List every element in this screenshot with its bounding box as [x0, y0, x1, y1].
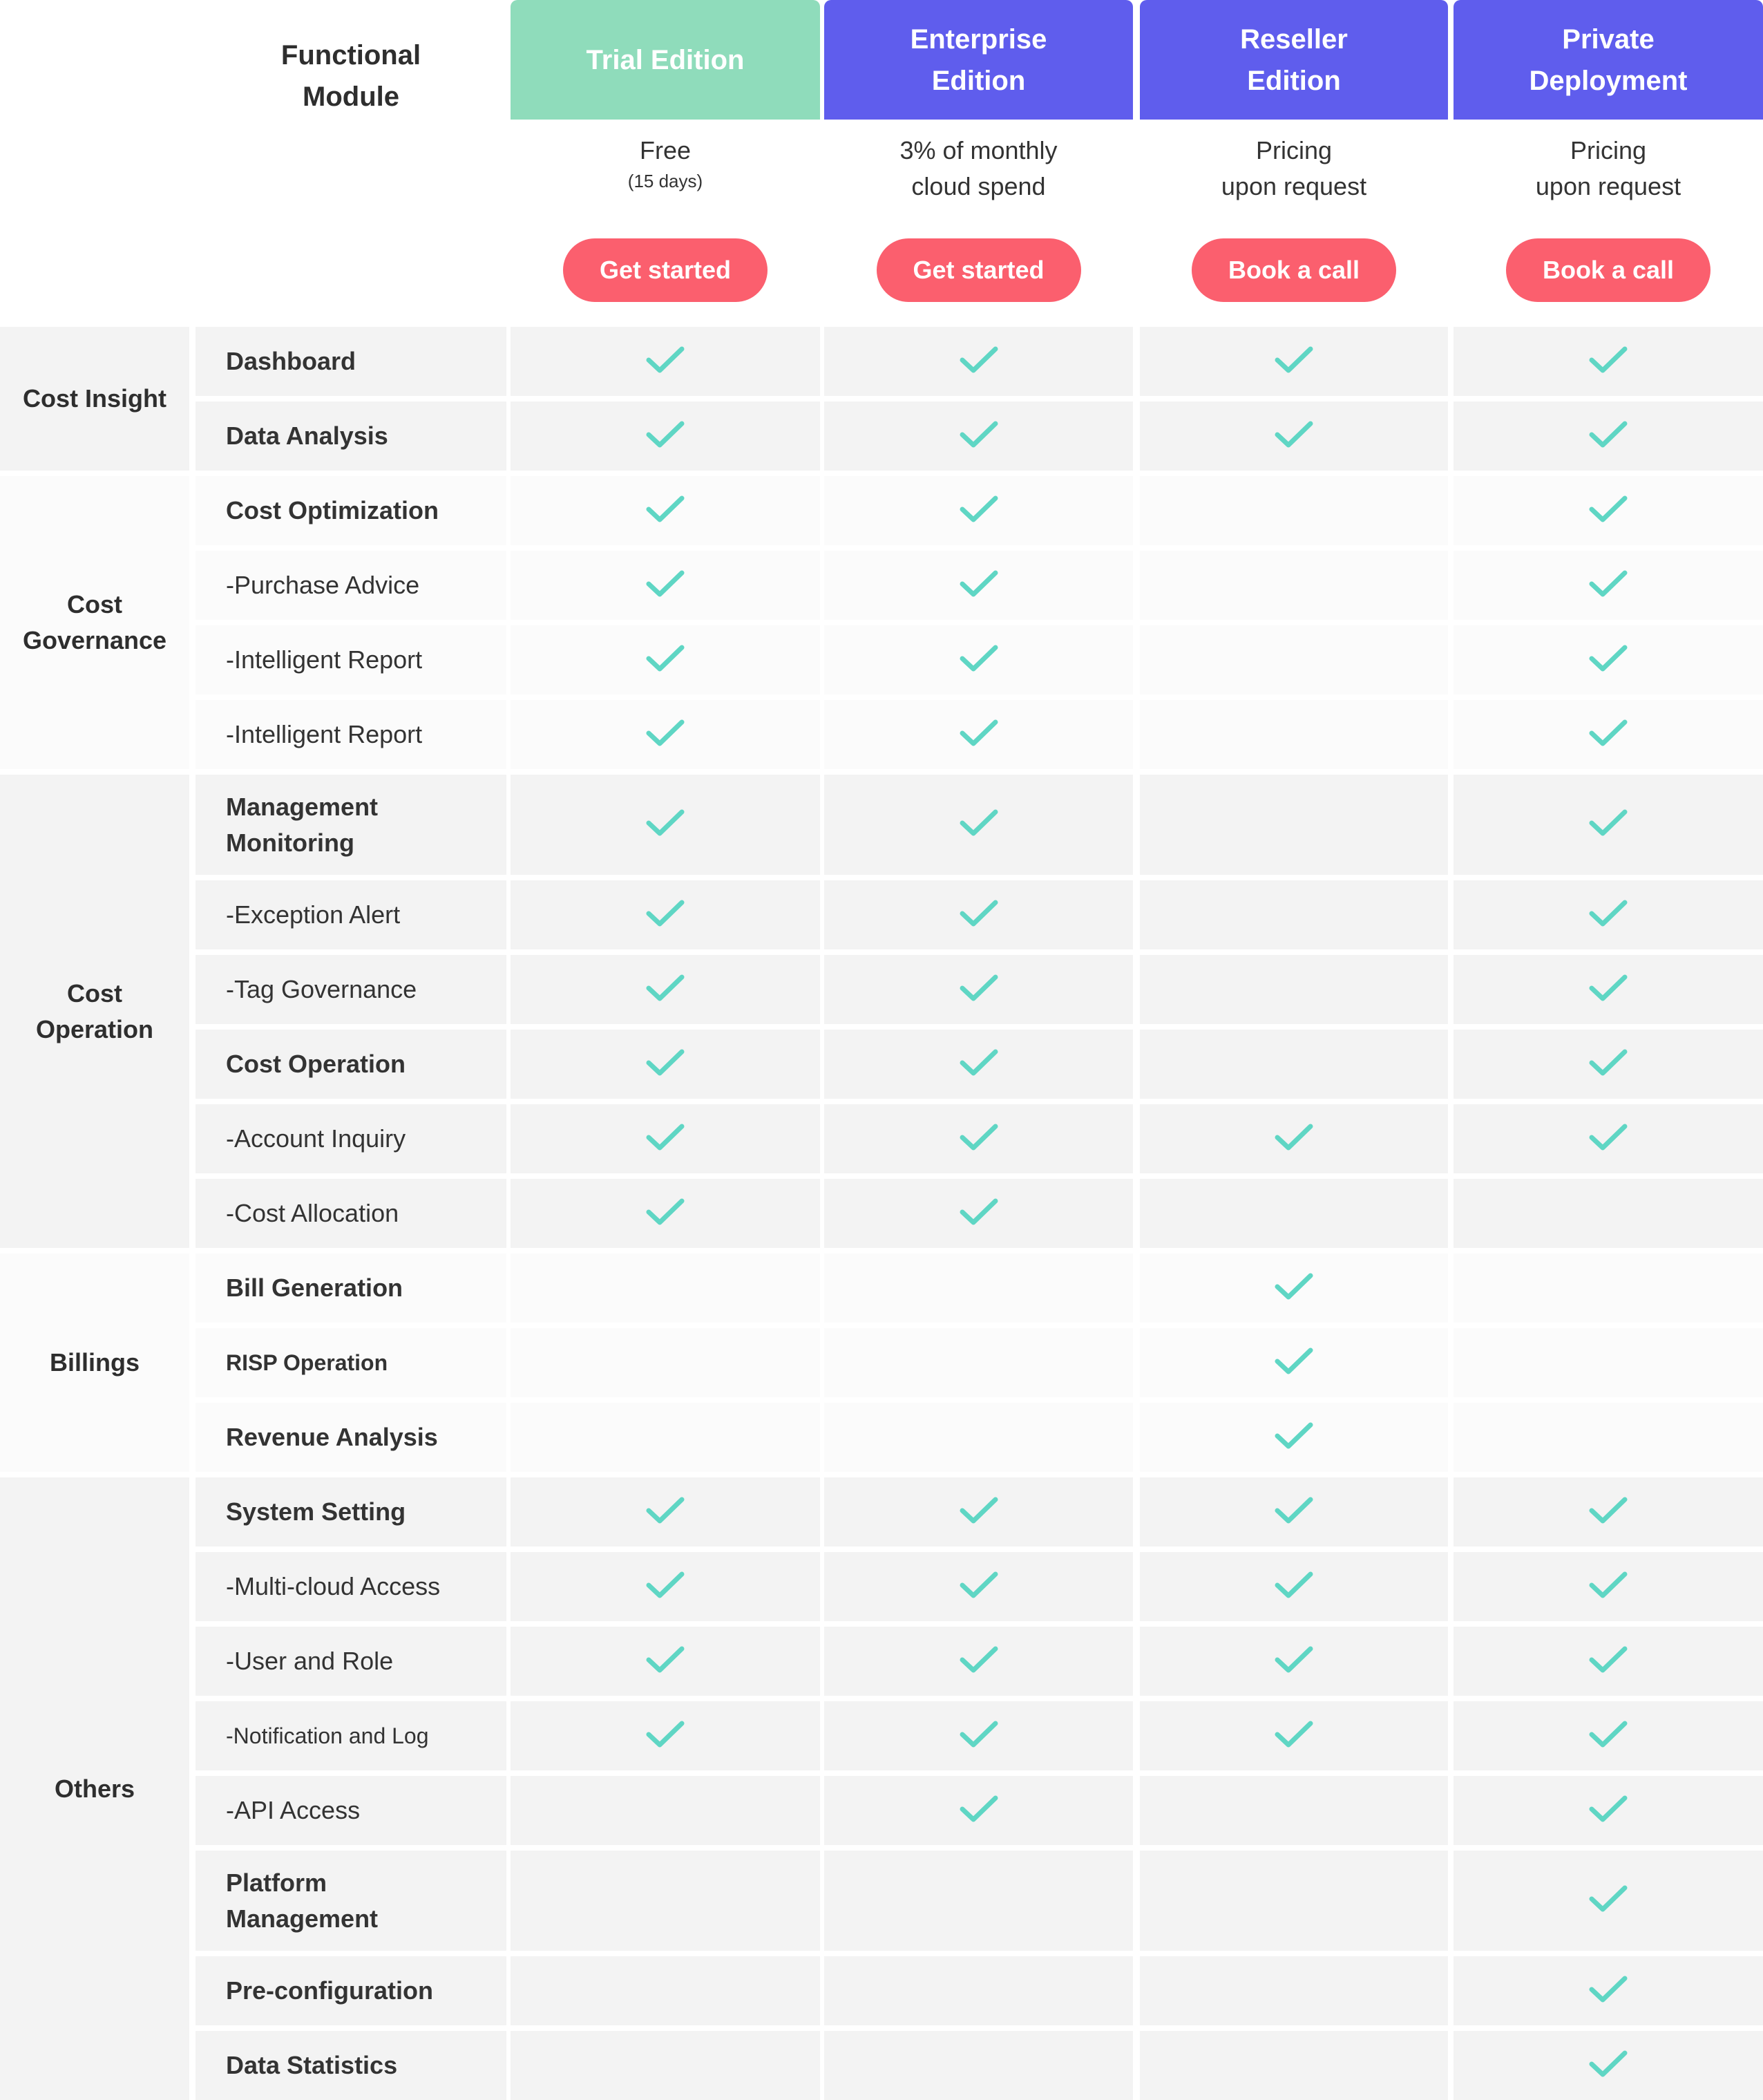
check-cell-enterprise	[824, 1179, 1133, 1248]
check-cell-trial	[511, 1552, 820, 1621]
checkmark-icon	[1589, 719, 1628, 750]
checkmark-icon	[1589, 495, 1628, 527]
check-cell-reseller	[1140, 1776, 1448, 1845]
plan-price-enterprise	[824, 133, 1133, 209]
check-cell-trial	[511, 880, 820, 949]
check-cell-trial	[511, 1701, 820, 1770]
check-cell-private	[1454, 551, 1763, 620]
checkmark-icon	[960, 809, 998, 840]
feature-data-analysis: Data Analysis	[196, 401, 506, 471]
check-cell-enterprise	[824, 551, 1133, 620]
plan-header-trial: Trial Edition	[511, 0, 820, 120]
check-cell-private	[1454, 401, 1763, 471]
plan-price-text: Pricing upon request	[1221, 136, 1367, 200]
checkmark-icon	[1589, 645, 1628, 676]
check-cell-enterprise	[824, 1403, 1133, 1472]
check-cell-trial	[511, 1477, 820, 1546]
get-started-button-enterprise[interactable]: Get started	[877, 238, 1081, 302]
checkmark-icon	[1589, 974, 1628, 1005]
feature-dashboard: Dashboard	[196, 327, 506, 396]
checkmark-icon	[960, 1646, 998, 1677]
checkmark-icon	[646, 809, 685, 840]
feature-revenue-analysis: Revenue Analysis	[196, 1403, 506, 1472]
check-cell-enterprise	[824, 1030, 1133, 1099]
feature-notification-and-log: -Notification and Log	[196, 1701, 506, 1770]
checkmark-icon	[646, 1497, 685, 1528]
checkmark-icon	[1589, 1976, 1628, 2007]
check-cell-reseller	[1140, 1956, 1448, 2025]
check-cell-private	[1454, 1403, 1763, 1472]
feature-exception-alert: -Exception Alert	[196, 880, 506, 949]
checkmark-icon	[646, 421, 685, 452]
checkmark-icon	[1589, 2050, 1628, 2081]
checkmark-icon	[646, 1124, 685, 1155]
check-cell-trial	[511, 775, 820, 875]
feature-platform-management: Platform Management	[196, 1851, 506, 1951]
check-cell-private	[1454, 880, 1763, 949]
checkmark-icon	[1589, 1885, 1628, 1916]
checkmark-icon	[646, 1721, 685, 1752]
check-cell-private	[1454, 1956, 1763, 2025]
check-cell-enterprise	[824, 327, 1133, 396]
check-cell-trial	[511, 1627, 820, 1696]
feature-intelligent-report: -Intelligent Report	[196, 700, 506, 769]
checkmark-icon	[1589, 1795, 1628, 1826]
checkmark-icon	[1275, 1721, 1313, 1752]
check-cell-private	[1454, 1179, 1763, 1248]
check-cell-reseller	[1140, 1104, 1448, 1173]
check-cell-reseller	[1140, 1254, 1448, 1323]
check-cell-enterprise	[824, 1254, 1133, 1323]
check-cell-trial	[511, 1179, 820, 1248]
checkmark-icon	[1589, 570, 1628, 601]
checkmark-icon	[960, 974, 998, 1005]
checkmark-icon	[646, 645, 685, 676]
plan-price-reseller	[1140, 133, 1448, 209]
checkmark-icon	[1275, 1571, 1313, 1602]
feature-multi-cloud-access: -Multi-cloud Access	[196, 1552, 506, 1621]
feature-management-monitoring: Management Monitoring	[196, 775, 506, 875]
book-a-call-button-private[interactable]: Book a call	[1506, 238, 1710, 302]
checkmark-icon	[646, 1049, 685, 1080]
checkmark-icon	[646, 1198, 685, 1229]
check-cell-private	[1454, 1776, 1763, 1845]
check-cell-reseller	[1140, 1627, 1448, 1696]
check-cell-trial	[511, 1851, 820, 1951]
check-cell-enterprise	[824, 880, 1133, 949]
check-cell-reseller	[1140, 476, 1448, 545]
checkmark-icon	[1589, 346, 1628, 377]
feature-risp-operation: RISP Operation	[196, 1328, 506, 1397]
checkmark-icon	[1589, 1721, 1628, 1752]
check-cell-enterprise	[824, 1104, 1133, 1173]
check-cell-private	[1454, 1104, 1763, 1173]
feature-data-statistics: Data Statistics	[196, 2031, 506, 2100]
check-cell-enterprise	[824, 625, 1133, 694]
checkmark-icon	[960, 1049, 998, 1080]
checkmark-icon	[960, 570, 998, 601]
plan-price-text: 3% of monthly cloud spend	[899, 136, 1058, 200]
checkmark-icon	[646, 346, 685, 377]
plan-price-private	[1454, 133, 1763, 209]
checkmark-icon	[1275, 346, 1313, 377]
check-cell-private	[1454, 1701, 1763, 1770]
check-cell-enterprise	[824, 1701, 1133, 1770]
checkmark-icon	[1589, 1571, 1628, 1602]
check-cell-reseller	[1140, 700, 1448, 769]
check-cell-trial	[511, 1328, 820, 1397]
check-cell-trial	[511, 955, 820, 1024]
feature-api-access: -API Access	[196, 1776, 506, 1845]
checkmark-icon	[1589, 900, 1628, 931]
category-billings: Billings	[0, 1254, 189, 1472]
category-cost-operation: Cost Operation	[0, 775, 189, 1248]
check-cell-reseller	[1140, 1328, 1448, 1397]
check-cell-enterprise	[824, 1851, 1133, 1951]
check-cell-private	[1454, 1254, 1763, 1323]
check-cell-trial	[511, 625, 820, 694]
check-cell-enterprise	[824, 1477, 1133, 1546]
checkmark-icon	[646, 1571, 685, 1602]
check-cell-reseller	[1140, 775, 1448, 875]
check-cell-private	[1454, 1328, 1763, 1397]
checkmark-icon	[1275, 1347, 1313, 1379]
check-cell-reseller	[1140, 625, 1448, 694]
check-cell-private	[1454, 327, 1763, 396]
check-cell-private	[1454, 1552, 1763, 1621]
check-cell-reseller	[1140, 1477, 1448, 1546]
checkmark-icon	[960, 495, 998, 527]
checkmark-icon	[960, 645, 998, 676]
plan-price-text: Pricing upon request	[1535, 136, 1681, 200]
checkmark-icon	[960, 1571, 998, 1602]
plan-header-reseller: Reseller Edition	[1140, 0, 1448, 120]
feature-account-inquiry: -Account Inquiry	[196, 1104, 506, 1173]
get-started-button-trial[interactable]: Get started	[563, 238, 768, 302]
check-cell-reseller	[1140, 1179, 1448, 1248]
checkmark-icon	[960, 1198, 998, 1229]
check-cell-private	[1454, 955, 1763, 1024]
feature-bill-generation: Bill Generation	[196, 1254, 506, 1323]
check-cell-reseller	[1140, 401, 1448, 471]
checkmark-icon	[1589, 1497, 1628, 1528]
check-cell-trial	[511, 2031, 820, 2100]
check-cell-private	[1454, 2031, 1763, 2100]
check-cell-enterprise	[824, 1776, 1133, 1845]
feature-purchase-advice: -Purchase Advice	[196, 551, 506, 620]
feature-cost-operation: Cost Operation	[196, 1030, 506, 1099]
category-cost-insight: Cost Insight	[0, 327, 189, 471]
check-cell-private	[1454, 1627, 1763, 1696]
plan-price-text: Free	[639, 136, 692, 164]
check-cell-reseller	[1140, 551, 1448, 620]
checkmark-icon	[1589, 1646, 1628, 1677]
check-cell-private	[1454, 625, 1763, 694]
checkmark-icon	[960, 900, 998, 931]
check-cell-reseller	[1140, 955, 1448, 1024]
check-cell-enterprise	[824, 401, 1133, 471]
check-cell-private	[1454, 1477, 1763, 1546]
feature-pre-configuration: Pre-configuration	[196, 1956, 506, 2025]
checkmark-icon	[1275, 1422, 1313, 1453]
checkmark-icon	[1275, 1497, 1313, 1528]
checkmark-icon	[1275, 421, 1313, 452]
check-cell-enterprise	[824, 1328, 1133, 1397]
check-cell-private	[1454, 476, 1763, 545]
checkmark-icon	[646, 719, 685, 750]
plan-price-note: (15 days)	[627, 171, 703, 191]
check-cell-private	[1454, 775, 1763, 875]
feature-cost-optimization: Cost Optimization	[196, 476, 506, 545]
check-cell-enterprise	[824, 1552, 1133, 1621]
check-cell-enterprise	[824, 700, 1133, 769]
checkmark-icon	[646, 900, 685, 931]
check-cell-reseller	[1140, 1701, 1448, 1770]
check-cell-enterprise	[824, 1627, 1133, 1696]
check-cell-private	[1454, 1030, 1763, 1099]
check-cell-enterprise	[824, 2031, 1133, 2100]
check-cell-trial	[511, 401, 820, 471]
check-cell-trial	[511, 551, 820, 620]
plan-header-private: Private Deployment	[1454, 0, 1763, 120]
checkmark-icon	[1275, 1646, 1313, 1677]
feature-intelligent-report: -Intelligent Report	[196, 625, 506, 694]
check-cell-enterprise	[824, 955, 1133, 1024]
check-cell-trial	[511, 1254, 820, 1323]
check-cell-trial	[511, 1104, 820, 1173]
book-a-call-button-reseller[interactable]: Book a call	[1192, 238, 1396, 302]
feature-tag-governance: -Tag Governance	[196, 955, 506, 1024]
check-cell-reseller	[1140, 1403, 1448, 1472]
checkmark-icon	[960, 1721, 998, 1752]
checkmark-icon	[960, 421, 998, 452]
checkmark-icon	[960, 1795, 998, 1826]
check-cell-trial	[511, 1030, 820, 1099]
checkmark-icon	[960, 719, 998, 750]
feature-system-setting: System Setting	[196, 1477, 506, 1546]
category-others: Others	[0, 1477, 189, 2100]
check-cell-trial	[511, 476, 820, 545]
check-cell-reseller	[1140, 1851, 1448, 1951]
check-cell-trial	[511, 700, 820, 769]
feature-cost-allocation: -Cost Allocation	[196, 1179, 506, 1248]
category-cost-governance: Cost Governance	[0, 476, 189, 769]
functional-module-heading: Functional Module	[280, 40, 421, 112]
checkmark-icon	[960, 1124, 998, 1155]
checkmark-icon	[1589, 1124, 1628, 1155]
checkmark-icon	[646, 974, 685, 1005]
checkmark-icon	[646, 1646, 685, 1677]
check-cell-enterprise	[824, 775, 1133, 875]
check-cell-private	[1454, 1851, 1763, 1951]
plan-price-trial	[511, 133, 820, 209]
check-cell-trial	[511, 1956, 820, 2025]
checkmark-icon	[1275, 1124, 1313, 1155]
checkmark-icon	[646, 570, 685, 601]
checkmark-icon	[646, 495, 685, 527]
check-cell-private	[1454, 700, 1763, 769]
check-cell-reseller	[1140, 1030, 1448, 1099]
checkmark-icon	[1589, 421, 1628, 452]
check-cell-trial	[511, 1403, 820, 1472]
checkmark-icon	[1275, 1273, 1313, 1304]
plan-header-enterprise: Enterprise Edition	[824, 0, 1133, 120]
check-cell-reseller	[1140, 1552, 1448, 1621]
check-cell-trial	[511, 1776, 820, 1845]
check-cell-enterprise	[824, 476, 1133, 545]
checkmark-icon	[960, 346, 998, 377]
checkmark-icon	[960, 1497, 998, 1528]
check-cell-reseller	[1140, 327, 1448, 396]
check-cell-trial	[511, 327, 820, 396]
check-cell-enterprise	[824, 1956, 1133, 2025]
check-cell-reseller	[1140, 2031, 1448, 2100]
checkmark-icon	[1589, 1049, 1628, 1080]
checkmark-icon	[1589, 809, 1628, 840]
feature-user-and-role: -User and Role	[196, 1627, 506, 1696]
check-cell-reseller	[1140, 880, 1448, 949]
